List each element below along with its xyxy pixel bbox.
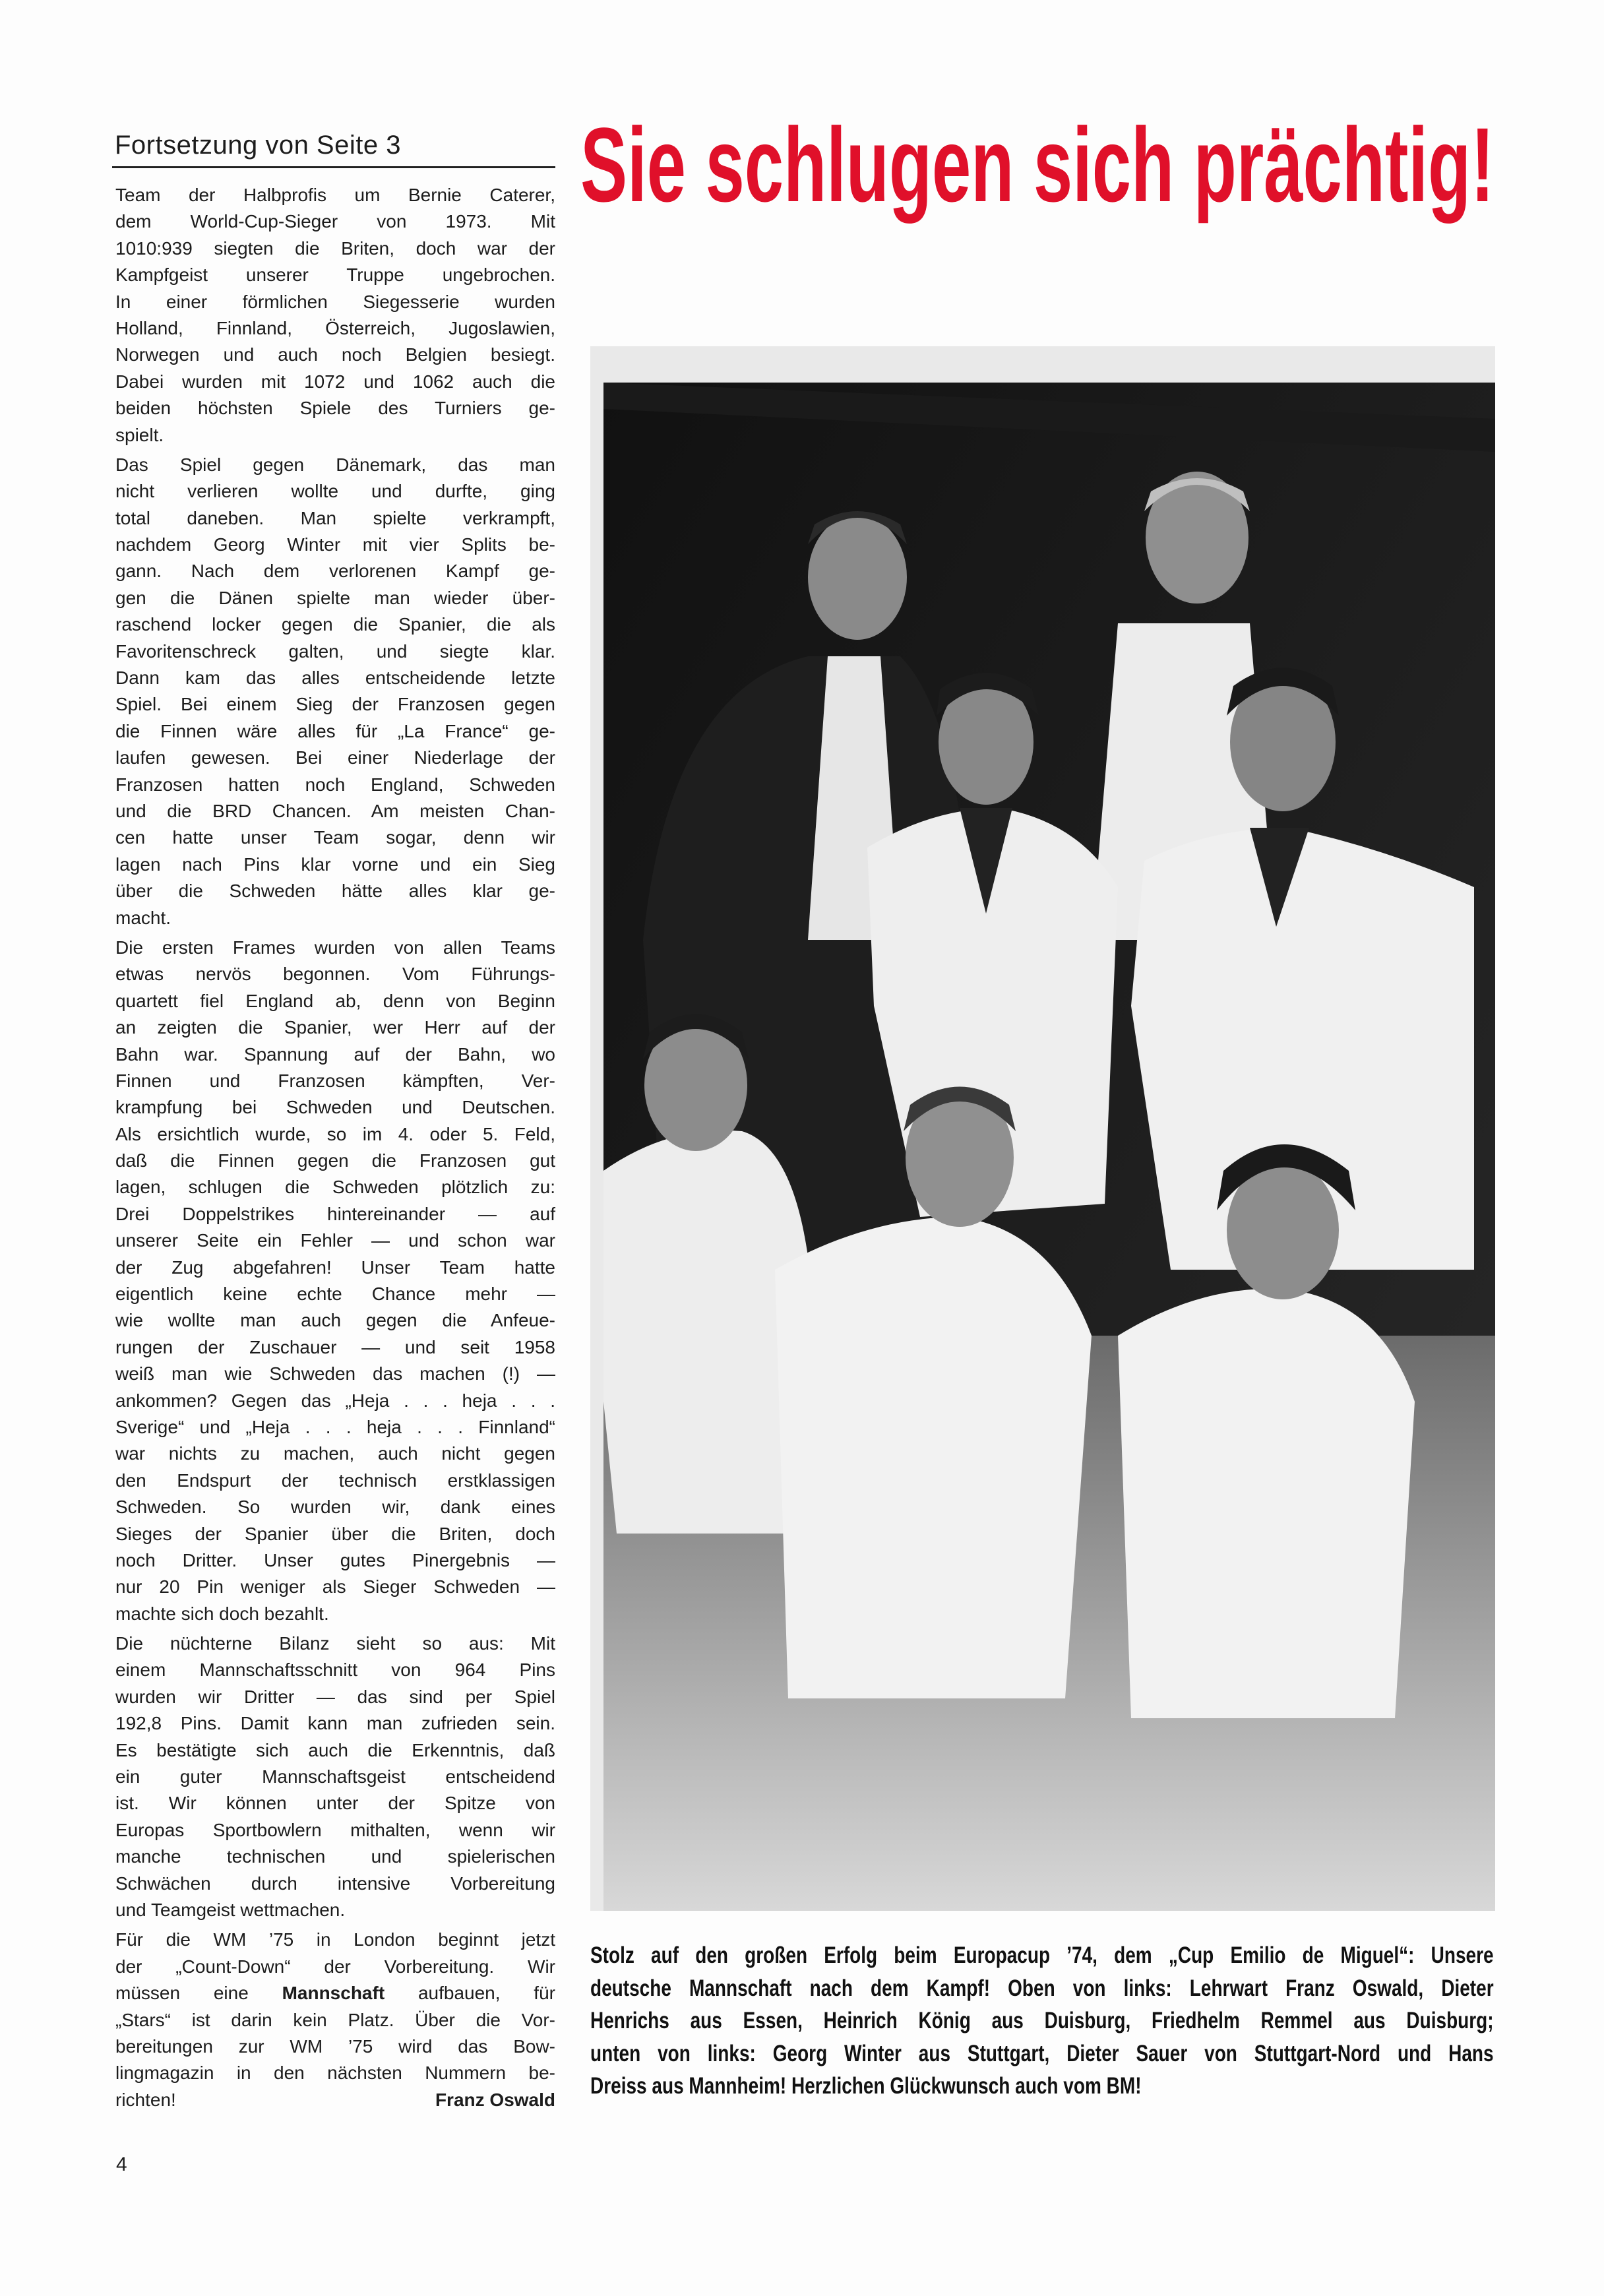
text-line: ein guter Mannschaftsgeist entscheidend <box>115 1766 555 1787</box>
text-segment: aufbauen, für <box>385 1983 555 2004</box>
continuation-heading: Fortsetzung von Seite 3 <box>115 131 401 160</box>
text-line: gann. Nach dem verlorenen Kampf ge- <box>115 561 555 582</box>
text-line: an zeigten die Spanier, wer Herr auf der <box>115 1017 555 1038</box>
text-line: total daneben. Man spielte verkrampft, <box>115 507 555 528</box>
text-line: Für die WM ’75 in London beginnt jetzt <box>115 1929 555 1950</box>
article-paragraph <box>115 935 555 1627</box>
text-line: der „Count-Down“ der Vorbereitung. Wir <box>115 1956 555 1977</box>
text-line: Dann kam das alles entscheidende letzte <box>115 667 555 689</box>
article-paragraph <box>115 182 555 449</box>
photo-caption <box>590 1939 1494 2103</box>
text-segment: müssen eine <box>115 1983 282 2004</box>
text-line: ist. Wir können unter der Spitze von <box>115 1793 555 1814</box>
text-line: rungen der Zuschauer — und seit 1958 <box>115 1336 555 1357</box>
article-title: Sie schlugen sich prächtig! <box>580 106 1495 224</box>
text-line: die Finnen wäre alles für „La France“ ge- <box>115 720 555 741</box>
text-line: bereitungen zur WM ’75 wird das Bow- <box>115 2035 555 2057</box>
text-line: beiden höchsten Spiele des Turniers ge- <box>115 398 555 419</box>
text-line: lingmagazin in den nächsten Nummern be- <box>115 2063 555 2084</box>
text-line: Spiel. Bei einem Sieg der Franzosen gegen <box>115 694 555 715</box>
text-line: Das Spiel gegen Dänemark, das man <box>115 454 555 475</box>
text-line: 1010:939 siegten die Briten, doch war der <box>115 237 555 259</box>
text-line: wie wollte man auch gegen die Anfeue- <box>115 1310 555 1331</box>
text-line: 192,8 Pins. Damit kann man zufrieden sein. <box>115 1713 555 1734</box>
text-line: Die ersten Frames wurden von allen Teams <box>115 937 555 958</box>
text-line: Die nüchterne Bilanz sieht so aus: Mit <box>115 1633 555 1654</box>
text-line: Sieges der Spanier über die Briten, doch <box>115 1523 555 1544</box>
text-line: cen hatte unser Team sogar, denn wir <box>115 827 555 848</box>
text-line: machte sich doch bezahlt. <box>115 1603 329 1624</box>
text-line: krampfung bei Schweden und Deutschen. <box>115 1097 555 1118</box>
text-line: nicht verlieren wollte und durfte, ging <box>115 481 555 502</box>
text-line: manche technischen und spielerischen <box>115 1846 555 1867</box>
text-line: ankommen? Gegen das „Heja . . . heja . . . <box>115 1390 555 1411</box>
text-line: weiß man wie Schweden das machen (!) — <box>115 1363 555 1384</box>
text-line: noch Dritter. Unser gutes Pinergebnis — <box>115 1549 555 1570</box>
text-line: der Zug abgefahren! Unser Team hatte <box>115 1257 555 1278</box>
text-line: Sverige“ und „Heja . . . heja . . . Finnland“ <box>115 1416 555 1437</box>
text-line: nur 20 Pin weniger als Sieger Schweden — <box>115 1576 555 1598</box>
text-line: lagen, schlugen die Schweden plötzlich zu: <box>115 1177 555 1198</box>
caption-line: Henrichs aus Essen, Heinrich König aus Duisburg, Friedhelm Remmel aus Duisburg; <box>590 2008 1494 2033</box>
text-line: war nichts zu machen, auch nicht gegen <box>115 1443 555 1464</box>
text-line: dem World-Cup-Sieger von 1973. Mit <box>115 211 555 232</box>
text-line: Europas Sportbowlern mithalten, wenn wir <box>115 1819 555 1840</box>
text-line: und die BRD Chancen. Am meisten Chan- <box>115 800 555 821</box>
text-line: macht. <box>115 907 171 928</box>
emphasis-mannschaft: Mannschaft <box>282 1983 385 2004</box>
text-line: gen die Dänen spielte man wieder über- <box>115 587 555 608</box>
text-line: richten! <box>115 2089 176 2110</box>
text-line: Es bestätigte sich auch die Erkenntnis, daß <box>115 1739 555 1760</box>
article-paragraph <box>115 1927 555 2113</box>
text-line: Franzosen hatten noch England, Schweden <box>115 774 555 795</box>
text-line: etwas nervös begonnen. Vom Führungs- <box>115 964 555 985</box>
text-line: „Stars“ ist darin kein Platz. Über die Vor- <box>115 2009 555 2030</box>
text-line: In einer förmlichen Siegesserie wurden <box>115 291 555 312</box>
text-line: laufen gewesen. Bei einer Niederlage der <box>115 747 555 768</box>
heading-rule <box>112 166 555 168</box>
text-line <box>115 1980 555 2006</box>
text-line: Kampfgeist unserer Truppe ungebrochen. <box>115 264 555 286</box>
text-line: Schwächen durch intensive Vorbereitung <box>115 1873 555 1894</box>
signature-line <box>115 2087 555 2113</box>
text-line: den Endspurt der technisch erstklassigen <box>115 1470 555 1491</box>
text-line: Favoritenschreck galten, und siegte klar. <box>115 640 555 662</box>
text-line: Team der Halbprofis um Bernie Caterer, <box>115 185 555 205</box>
caption-line: Dreiss aus Mannheim! Herzlichen Glückwunsch auch vom BM! <box>590 2073 1142 2099</box>
caption-line: unten von links: Georg Winter aus Stuttgart, Dieter Sauer von Stuttgart-Nord und Hans <box>590 2040 1494 2066</box>
article-body <box>115 182 555 2117</box>
page-number: 4 <box>116 2154 127 2175</box>
text-line: daß die Finnen gegen die Franzosen gut <box>115 1150 555 1171</box>
text-line: Schweden. So wurden wir, dank eines <box>115 1497 555 1518</box>
caption-line: Stolz auf den großen Erfolg beim Europacup ’74, dem „Cup Emilio de Miguel“: Unsere <box>590 1942 1494 1968</box>
text-line: lagen nach Pins klar vorne und ein Sieg <box>115 853 555 875</box>
article-paragraph <box>115 452 555 931</box>
text-line: Finnen und Franzosen kämpften, Ver- <box>115 1070 555 1091</box>
text-line: Holland, Finnland, Österreich, Jugoslawien, <box>115 317 555 338</box>
text-line: Als ersichtlich wurde, so im 4. oder 5. Feld, <box>115 1123 555 1144</box>
text-line: raschend locker gegen die Spanier, die als <box>115 614 555 635</box>
text-line: quartett fiel England ab, denn von Beginn <box>115 990 555 1011</box>
text-line: Dabei wurden mit 1072 und 1062 auch die <box>115 371 555 392</box>
caption-line: deutsche Mannschaft nach dem Kampf! Oben von links: Lehrwart Franz Oswald, Dieter <box>590 1975 1494 2001</box>
article-paragraph <box>115 1630 555 1923</box>
text-line: nachdem Georg Winter mit vier Splits be- <box>115 534 555 555</box>
text-line: spielt. <box>115 424 164 445</box>
team-photo <box>590 346 1495 1911</box>
text-line: unserer Seite ein Fehler — und schon war <box>115 1230 555 1251</box>
text-line: Norwegen und auch noch Belgien besiegt. <box>115 344 555 365</box>
text-line: Drei Doppelstrikes hintereinander — auf <box>115 1203 555 1224</box>
text-line: wurden wir Dritter — das sind per Spiel <box>115 1686 555 1707</box>
text-line: über die Schweden hätte alles klar ge- <box>115 881 555 902</box>
text-line: und Teamgeist wettmachen. <box>115 1900 346 1920</box>
text-line: Bahn war. Spannung auf der Bahn, wo <box>115 1043 555 1065</box>
text-line: einem Mannschaftsschnitt von 964 Pins <box>115 1660 555 1681</box>
author-name: Franz Oswald <box>435 2089 555 2110</box>
team-photo-image <box>590 346 1495 1911</box>
text-line: eigentlich keine echte Chance mehr — <box>115 1284 555 1305</box>
